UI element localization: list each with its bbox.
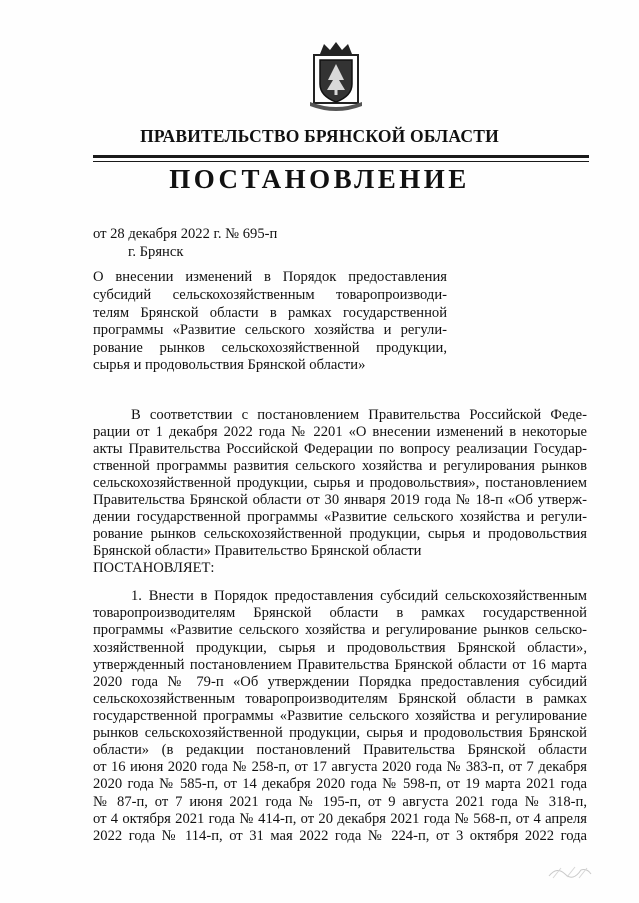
clause-line: рынков сельскохозяйственной продукции, сырья и продовольствия Брянской xyxy=(93,725,587,741)
preamble-line: сельскохозяйственной продукции, сырья и продовольствия», постановлением xyxy=(93,475,587,491)
document-type-heading: ПОСТАНОВЛЕНИЕ xyxy=(169,164,470,194)
preamble-line: ственной программы развития сельского хозяйства и регулирования рынков xyxy=(93,458,587,474)
date-and-number: от 28 декабря 2022 г. № 695-п xyxy=(93,226,278,242)
clause-line: товаропроизводителям Брянской области в рамках государственной xyxy=(93,605,587,621)
government-title: ПРАВИТЕЛЬСТВО БРЯНСКОЙ ОБЛАСТИ xyxy=(140,126,499,146)
preamble-line: Брянской области» Правительство Брянской области xyxy=(93,543,422,559)
subject-line: сырья и продовольствия Брянской области» xyxy=(93,357,366,373)
subject-line: рование рынков сельскохозяйственной продукции, xyxy=(93,340,447,356)
subject-line: О внесении изменений в Порядок предоставления xyxy=(93,269,447,285)
preamble-line: рации от 1 декабря 2022 года № 2201 «О внесении изменений в некоторые xyxy=(93,424,587,440)
preamble-line: дении государственной программы «Развитие сельского хозяйства и регули- xyxy=(93,509,587,525)
clause-line: 2022 года № 114-п, от 31 мая 2022 года № 224-п, от 3 октября 2022 года xyxy=(93,828,587,844)
clause-line: области» (в редакции постановлений Правительства Брянской области xyxy=(93,742,587,758)
subject-line: программы «Развитие сельского хозяйства и регули- xyxy=(93,322,447,338)
resolves-heading: ПОСТАНОВЛЯЕТ: xyxy=(93,560,215,576)
clause-line: от 4 октября 2021 года № 414-п, от 20 декабря 2021 года № 568-п, от 4 апреля xyxy=(93,811,587,827)
header-rule-thick xyxy=(93,155,589,158)
subject-line: субсидий сельскохозяйственным товаропроизводи- xyxy=(93,287,447,303)
clause-line: 2020 года № 79-п «Об утверждении Порядка предоставления субсидий xyxy=(93,674,587,690)
scan-mark-icon xyxy=(547,862,593,880)
clause-line: от 16 июня 2020 года № 258-п, от 17 августа 2020 года № 383-п, от 7 декабря xyxy=(93,759,587,775)
clause-line: государственной программы «Развитие сельского хозяйства и регулирование xyxy=(93,708,587,724)
clause-line: 1. Внести в Порядок предоставления субсидий сельскохозяйственным xyxy=(131,588,587,604)
coat-of-arms-icon xyxy=(300,40,372,114)
preamble-line: рование рынков сельскохозяйственной продукции, сырья и продовольствия xyxy=(93,526,587,542)
clause-line: № 87-п, от 7 июня 2021 года № 195-п, от 9 августа 2021 года № 318-п, xyxy=(93,794,587,810)
clause-line: программы «Развитие сельского хозяйства и регулирование рынков сельско- xyxy=(93,622,587,638)
preamble-line: акты Правительства Российской Федерации по вопросу реализации Государ- xyxy=(93,441,587,457)
preamble-line: Правительства Брянской области от 30 января 2019 года № 18-п «Об утверж- xyxy=(93,492,587,508)
clause-line: 2020 года № 585-п, от 14 декабря 2020 года № 598-п, от 19 марта 2021 года xyxy=(93,776,587,792)
clause-line: утвержденный постановлением Правительства Брянской области от 16 марта xyxy=(93,657,587,673)
city: г. Брянск xyxy=(128,244,184,260)
subject-line: телям Брянской области в рамках государственной xyxy=(93,305,447,321)
preamble-line: В соответствии с постановлением Правительства Российской Феде- xyxy=(131,407,587,423)
header-rule-thin xyxy=(93,161,589,162)
clause-line: хозяйственной продукции, сырья и продовольствия Брянской области», xyxy=(93,640,587,656)
clause-line: сельскохозяйственным товаропроизводителям Брянской области в рамках xyxy=(93,691,587,707)
